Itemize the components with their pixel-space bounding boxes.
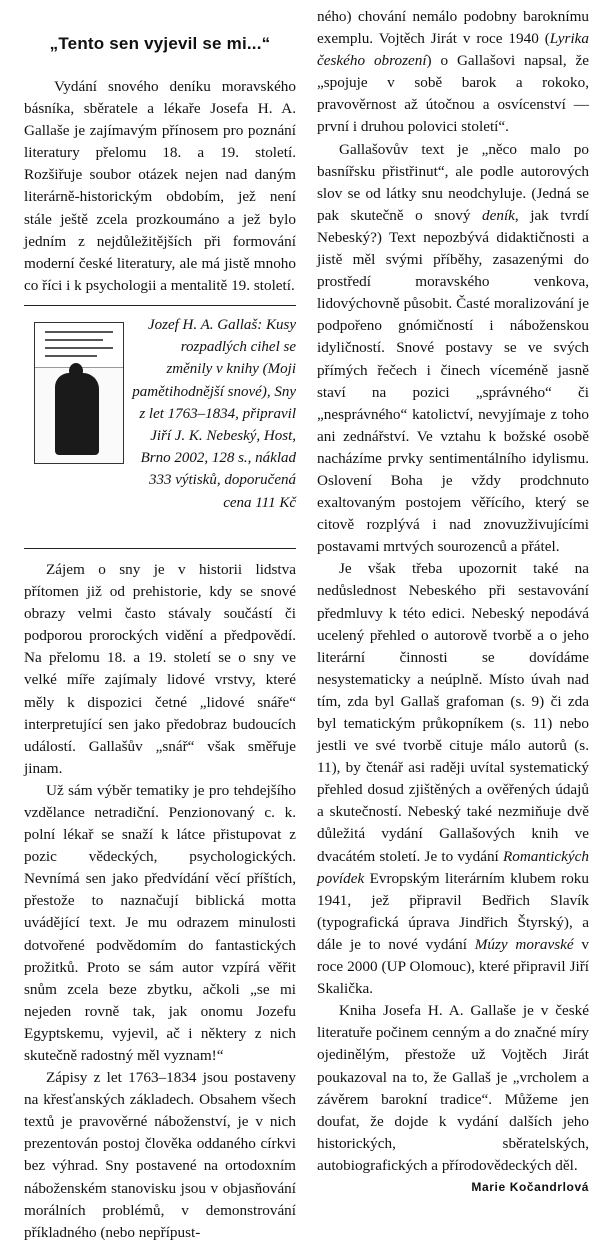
book-bibliography: Jozef H. A. Gallaš: Kusy rozpadlých cihel se změnily v knihy (Moji pamětihodnější snové), Sny z let 1763–1834, připravil Jiří J. K. Nebeský, Host, Brno 2002, 128 s., náklad 333 výtisků, doporučená cena 111 Kč [132, 316, 296, 511]
intro-paragraph: Vydání snového deníku moravského básníka, sběratele a lékaře Josefa H. A. Gallaše je zajímavým přínosem pro poznání literatury přelomu 18. a 19. století. Rozšiřuje soubor otázek nejen nad daným literárně-historickým obdobím, jež není stále ještě zcela prozkoumáno a jež bylo jedním z nejdůležitějších při formování moderní české literatury, ale má jistě mnoho co říci i k psychologii a mentalitě 19. století. [24, 78, 296, 294]
author-signature: Marie Kočandrlová [471, 1179, 589, 1194]
left-paragraph-3: Zápisy z let 1763–1834 jsou postaveny na křesťanských základech. Obsahem všech textů je pravověrné náboženství, je v nich prezentován postoj člověka oddaného církvi bez výhrad. Sny postavené na ortodoxním náboženském stanovisku jsou v objasňování morálních problémů, v demonstrování příkladného (nebo nepřípust- [24, 1069, 296, 1241]
left-paragraph-2: Už sám výběr tematiky je pro tehdejšího vzdělance netradiční. Penzionovaný c. k. polní lékař se snaží k látce přistupovat z pozic vědeckých, psychologických. Nevnímá sen jako předvídání věcí příštích, přestože to naznačují biblická motta uvádějící text. Je mu odrazem minulosti dotvořené podvědomím do fantastických prožitků. Proto se sám autor vzpírá věřit snům zcela beze zbytku, ačkoli „se mi nejeden rovně tak, jak onomu Jozefu Egyptskemu, vyjevil, ač i některy z nich skutečně radostný měl vyznam!“ [24, 781, 296, 1064]
top-divider [24, 305, 296, 306]
book-info-box [24, 314, 296, 536]
right-paragraph-2: Gallašovův text je „něco malo po basnířsku přistřinut“, ale podle autorových slov se od látky snu neodchyluje. (Jedná se pak skutečně o snový deník, jak tvrdí Nebeský?) Text nepozbývá didaktičnosti a jistě měl svými příběhy, zasazenými do prostředí moravského venkova, lidovýchovně působit. Časté moralizování je podpořeno gnómičností i náboženskou idyličností. Snové postavy se ve svých přímých řečech i činech víceméně jasně staví na pozici „správného“ či „nesprávného“ katolictví, nevyjímaje z toho ani zednářství. Ve vztahu k božské osobě nacházíme prvky sentimentálního idylismu. Oslovení Boha je vždy prodchnuto exaltovaným postojem věřícího, který se citově rozplývá i nad znovuzživujícími postavami mrtvých sourozenců a přátel. [317, 140, 589, 556]
right-paragraph-3: Je však třeba upozornit také na nedůslednost Nebeského při sestavování předmluvy k této edici. Nebeský nepodává ucelený přehled o autorově tvorbě a o jeho literární činnosti se dovídáme nesystematicky a neúplně. Místo úvah nad tím, zda byl Gallaš grafoman (s. 9) či zda byl tematickým průkopníkem (s. 11) nebo jestli ve své tvorbě cituje málo autorů (s. 11), by čtenář asi raději uvítal systematický přehled dosud zjištěných a ověřených údajů a skutečností. Nebeský také nezmiňuje dvě důležitá vydání Gallašových knih ve dvacátém století. Je to vydání Romantických povídek Evropským literárním klubem roku 1941, jež připravil Bedřich Slavík (typografická úprava Jindřich Štyrský), a dále je to nové vydání Múzy moravské v roce 2000 (UP Olomouc), které připravil Jiří Skalička. [317, 560, 589, 998]
right-paragraph-1: ného) chování nemálo podobny baroknímu exemplu. Vojtěch Jirát v roce 1940 (Lyrika českého obrození) o Gallašovi napsal, že „spojuje v sobě barok a rokoko, pravověrnost až útočnou a osvícenství — první i druhou polovici století“. [317, 8, 590, 136]
article-title: „Tento sen vyjevil se mi...“ [49, 34, 271, 53]
right-column [317, 6, 589, 1194]
left-column [24, 34, 296, 1244]
left-paragraph-1: Zájem o sny je v historii lidstva přítomen již od prehistorie, kdy se snové obrazy velmi často stávaly součástí či podporou prorockých vidění a předpovědí. Na přelomu 18. a 19. století se o sny ve velké míře zajímaly lidové vrstvy, které měly k dispozici četné „lidové snáře“ interpretující sen jako předobraz budoucích událostí. Gallašův „snář“ však směřuje jinam. [24, 560, 296, 777]
right-paragraph-4: Kniha Josefa H. A. Gallaše je v české literatuře počinem cenným a do značné míry ojedinělým, přestože už Vojtěch Jirát poukazoval na to, že Gallaš je „vrcholem a závěrem barokní tradice“. Můžeme jen doufat, že dojde k vydání dalších jeho historických, sběratelských, autobiografických a přírodovědeckých děl. [317, 1002, 589, 1174]
book-cover-image [34, 322, 124, 464]
